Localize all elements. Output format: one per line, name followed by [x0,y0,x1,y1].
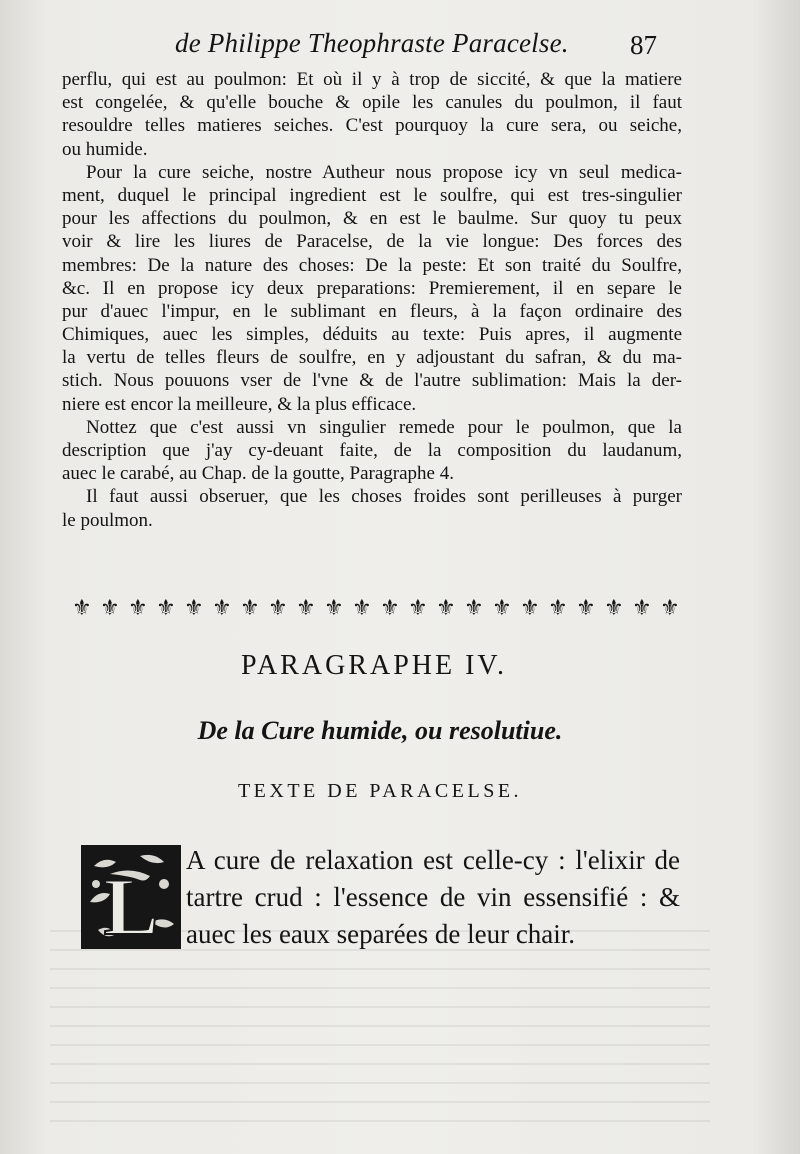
drop-cap-letter: L [103,861,159,950]
show-through-texture [50,930,710,1130]
text-line: pur d'auec l'impur, en le sublimant en fleurs, à la façon ordinaire des [62,300,682,322]
text-line: ment, duquel le principal ingredient est le soulfre, qui est tres-singulier [62,184,682,206]
fleuron-icon: ⚜ [268,596,288,621]
fleuron-icon: ⚜ [436,596,456,621]
paracelsus-text [186,842,680,953]
text-line: tartre crud : l'essence de vin essensifié : & [186,882,680,912]
text-line: &c. Il en propose icy deux preparations: Premierement, il en separe le [62,277,682,299]
fleuron-icon: ⚜ [212,596,232,621]
text-line: pour les affections du poulmon, & en est le baulme. Sur quoy tu peux [62,208,682,230]
text-line: membres: De la nature des choses: De la peste: Et son traité du Soulfre, [62,254,682,276]
fleuron-icon: ⚜ [464,596,484,621]
fleuron-icon: ⚜ [100,596,120,621]
fleuron-icon: ⚜ [240,596,260,621]
fleuron-icon: ⚜ [156,596,176,621]
text-line: auec le carabé, au Chap. de la goutte, Paragraphe 4. [62,463,454,485]
decorated-initial-icon [80,844,182,950]
fleuron-icon: ⚜ [520,596,540,621]
fleuron-icon: ⚜ [296,596,316,621]
fleuron-icon: ⚜ [604,596,624,621]
fleuron-icon: ⚜ [548,596,568,621]
fleuron-icon: ⚜ [352,596,372,621]
text-line: ou humide. [62,138,148,160]
text-line: voir & lire les liures de Paracelse, de la vie longue: Des forces des [62,231,682,253]
text-line: resouldre telles matieres seiches. C'est pourquoy la cure sera, ou seiche, [62,115,682,137]
text-line: niere est encor la meilleure, & la plus efficace. [62,393,417,415]
section-subheading: De la Cure humide, ou resolutiue. [197,716,563,745]
page-number: 87 [630,30,657,60]
text-heading: TEXTE DE PARACELSE. [237,780,523,802]
text-line: le poulmon. [62,509,153,531]
fleuron-icon: ⚜ [492,596,512,621]
text-line: auec les eaux separées de leur chair. [186,919,576,949]
text-line: description que j'ay cy-deuant faite, de la composition du laudanum, [62,440,682,461]
fleuron-icon: ⚜ [128,596,148,621]
text-line: perflu, qui est au poulmon: Et où il y à trop de siccité, & que la matiere [62,69,682,90]
text-line: Pour la cure seiche, nostre Autheur nous propose icy vn seul medica- [86,161,682,183]
fleuron-icon: ⚜ [184,596,204,621]
text-line: Chimiques, auec les simples, déduits au texte: Puis apres, il augmente [62,324,682,346]
fleuron-icon: ⚜ [380,596,400,621]
fleuron-icon: ⚜ [72,596,92,621]
fleuron-icon: ⚜ [576,596,596,621]
text-line: Il faut aussi obseruer, que les choses froides sont perilleuses à purger [86,486,682,508]
fleuron-icon: ⚜ [660,596,680,621]
ornamental-border [72,594,680,624]
fleuron-icon: ⚜ [324,596,344,621]
fleuron-icon: ⚜ [632,596,652,621]
fleuron-icon: ⚜ [408,596,428,621]
text-line: Nottez que c'est aussi vn singulier remede pour le poulmon, que la [86,416,682,438]
text-line: est congelée, & qu'elle bouche & opile les canules du poulmon, il faut [62,92,682,114]
commentary-text [62,68,682,532]
drop-cap-initial [80,844,182,950]
text-line: la vertu de telles fleurs de soulfre, en y adjoustant du safran, & du ma- [62,347,682,369]
text-line: A cure de relaxation est celle-cy : l'elixir de [186,845,680,875]
text-line: stich. Nous pouuons vser de l'vne & de l'autre sublimation: Mais la der- [62,370,682,392]
running-title: de Philippe Theophraste Paracelse. [175,28,569,58]
paragraph-heading: PARAGRAPHE IV. [240,650,508,681]
